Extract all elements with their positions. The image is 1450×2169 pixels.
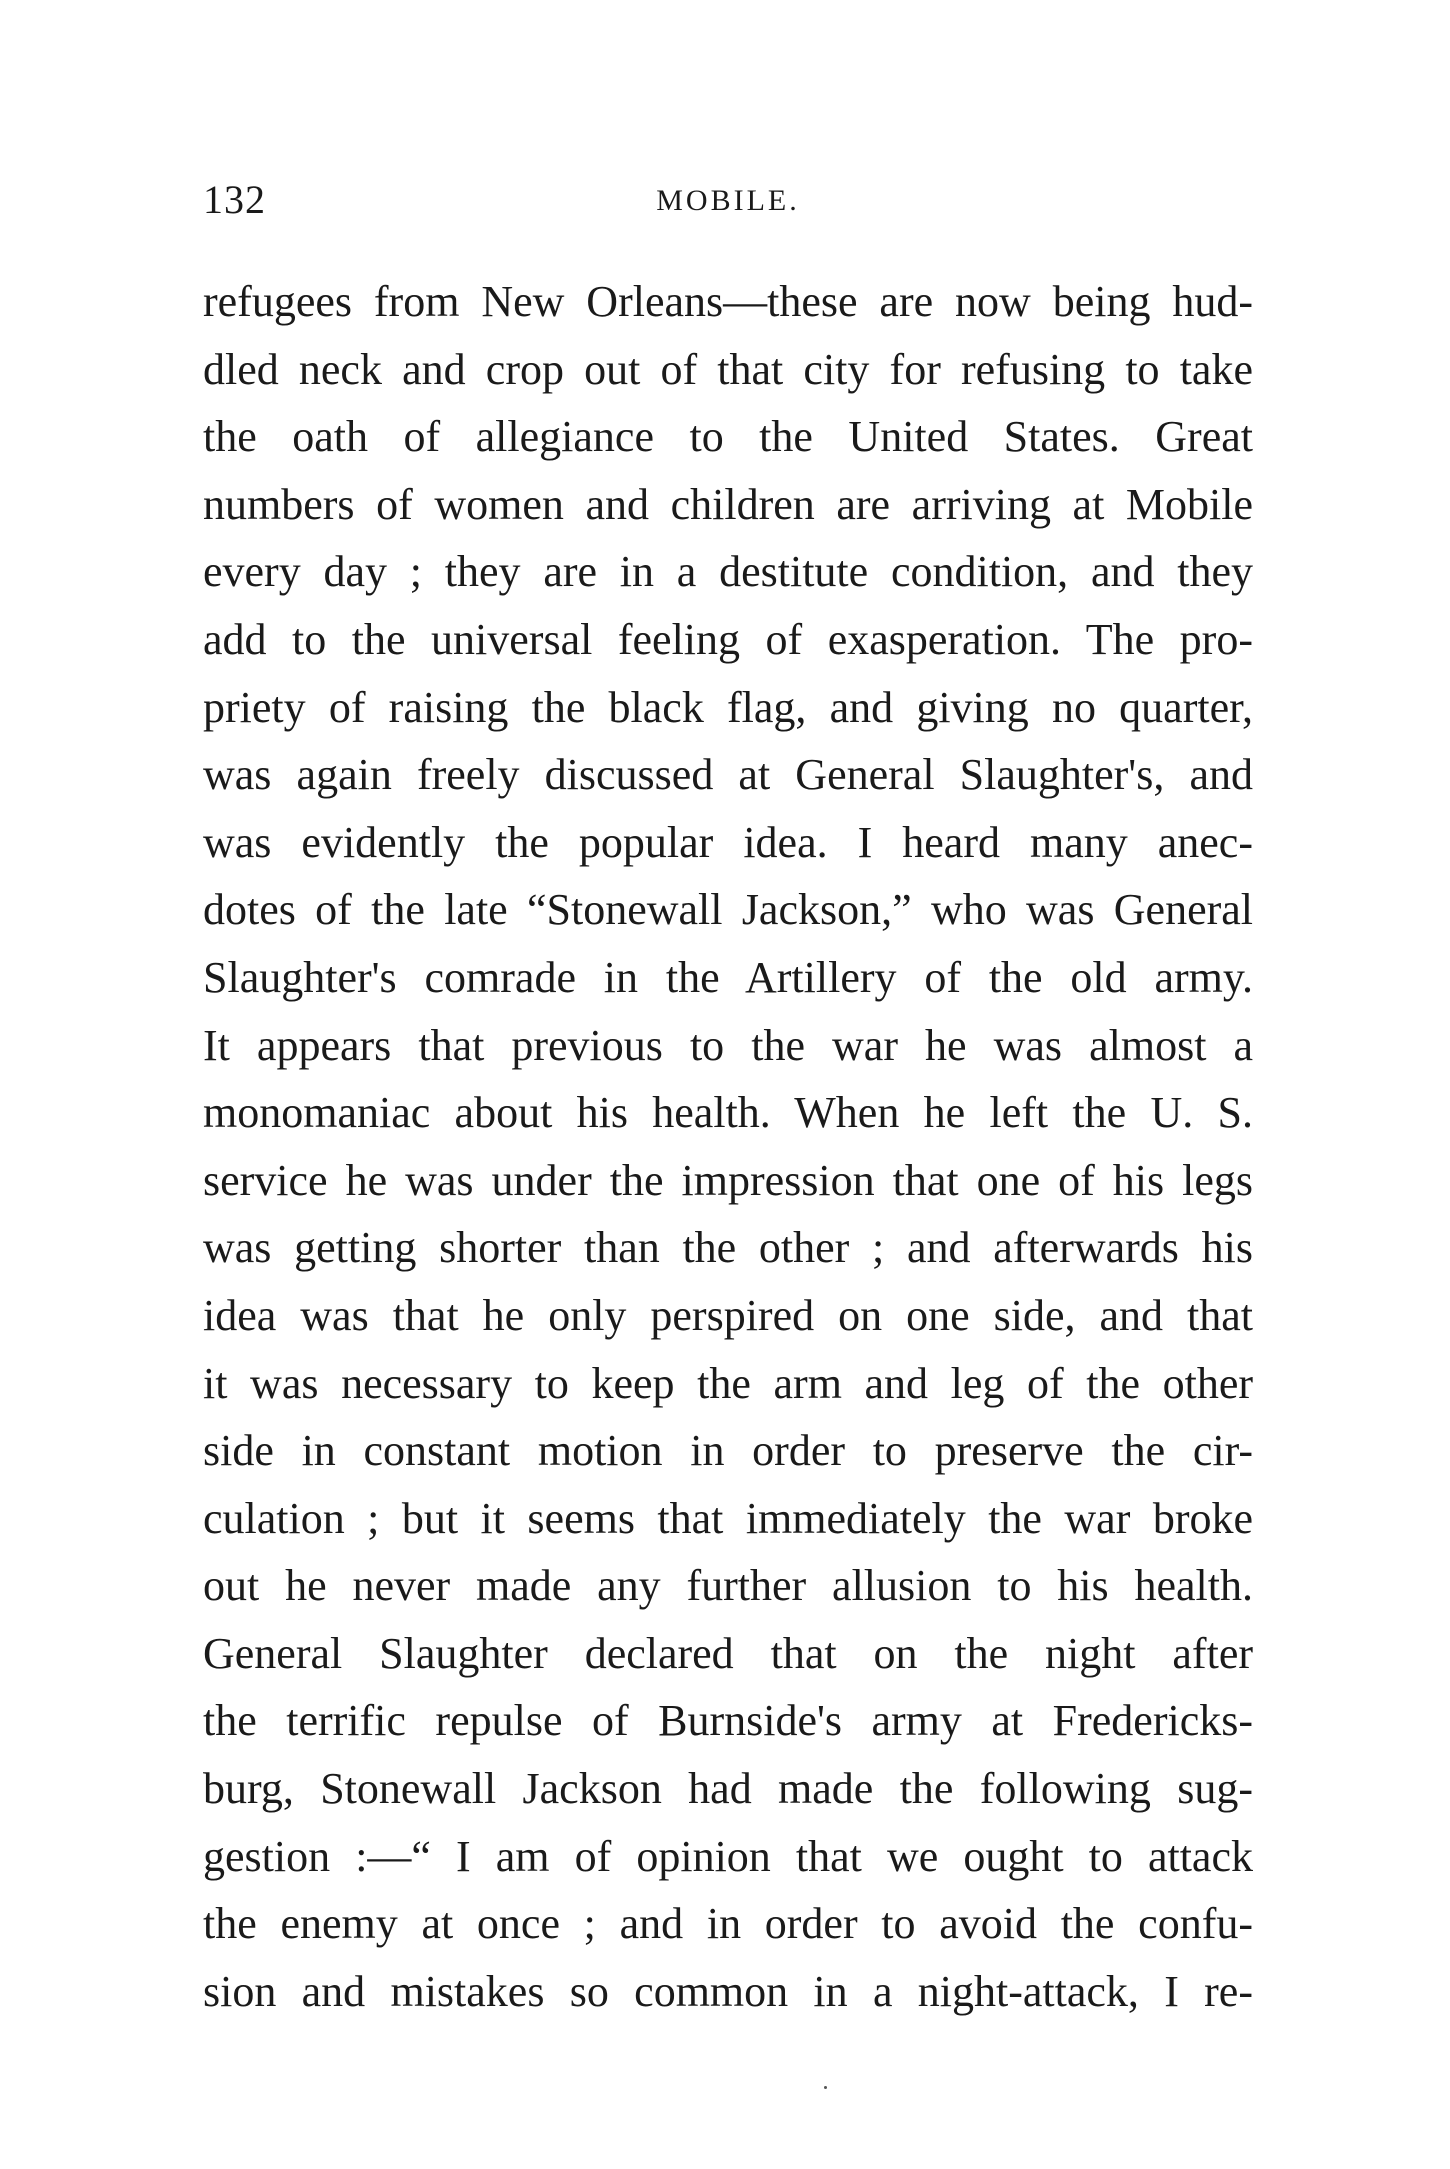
text-line: side in constant motion in order to preserve the cir- — [203, 1426, 1253, 1476]
page-number: 132 — [203, 177, 266, 222]
text-line: idea was that he only perspired on one side, and that — [203, 1290, 1253, 1340]
running-head — [203, 170, 1253, 230]
text-line: monomaniac about his health. When he left the U. S. — [203, 1088, 1253, 1138]
text-line: refugees from New Orleans—these are now being hud- — [203, 277, 1253, 326]
text-line: dled neck and crop out of that city for refusing to take — [203, 344, 1253, 394]
text-line: General Slaughter declared that on the night after — [203, 1628, 1253, 1678]
print-speck — [824, 2086, 827, 2089]
text-line: was again freely discussed at General Slaughter's, and — [203, 750, 1253, 800]
text-line: add to the universal feeling of exasperation. The pro- — [203, 614, 1253, 664]
text-line: numbers of women and children are arriving at Mobile — [203, 479, 1253, 529]
text-line: It appears that previous to the war he was almost a — [203, 1020, 1253, 1070]
text-line: it was necessary to keep the arm and leg of the other — [203, 1358, 1253, 1408]
text-line: the enemy at once ; and in order to avoid the confu- — [203, 1899, 1253, 1949]
text-line: culation ; but it seems that immediately the war broke — [203, 1493, 1253, 1543]
text-line: burg, Stonewall Jackson had made the following sug- — [203, 1764, 1253, 1814]
text-line: gestion :—“ I am of opinion that we ought to attack — [203, 1831, 1253, 1881]
text-line: Slaughter's comrade in the Artillery of the old army. — [203, 952, 1253, 1002]
text-line: out he never made any further allusion to his health. — [203, 1561, 1253, 1611]
running-title: MOBILE. — [656, 184, 800, 217]
text-line: was getting shorter than the other ; and afterwards his — [203, 1223, 1253, 1273]
text-line: sion and mistakes so common in a night-attack, I re- — [203, 1966, 1253, 2016]
text-line: every day ; they are in a destitute condition, and they — [203, 547, 1253, 597]
body-text — [203, 268, 1253, 2025]
text-line: was evidently the popular idea. I heard many anec- — [203, 817, 1253, 867]
text-line: priety of raising the black flag, and giving no quarter, — [203, 682, 1253, 732]
text-line: the terrific repulse of Burnside's army at Fredericks- — [203, 1696, 1253, 1746]
text-line: service he was under the impression that one of his legs — [203, 1155, 1253, 1205]
text-line: the oath of allegiance to the United States. Great — [203, 412, 1253, 462]
text-line: dotes of the late “Stonewall Jackson,” who was General — [203, 885, 1253, 935]
